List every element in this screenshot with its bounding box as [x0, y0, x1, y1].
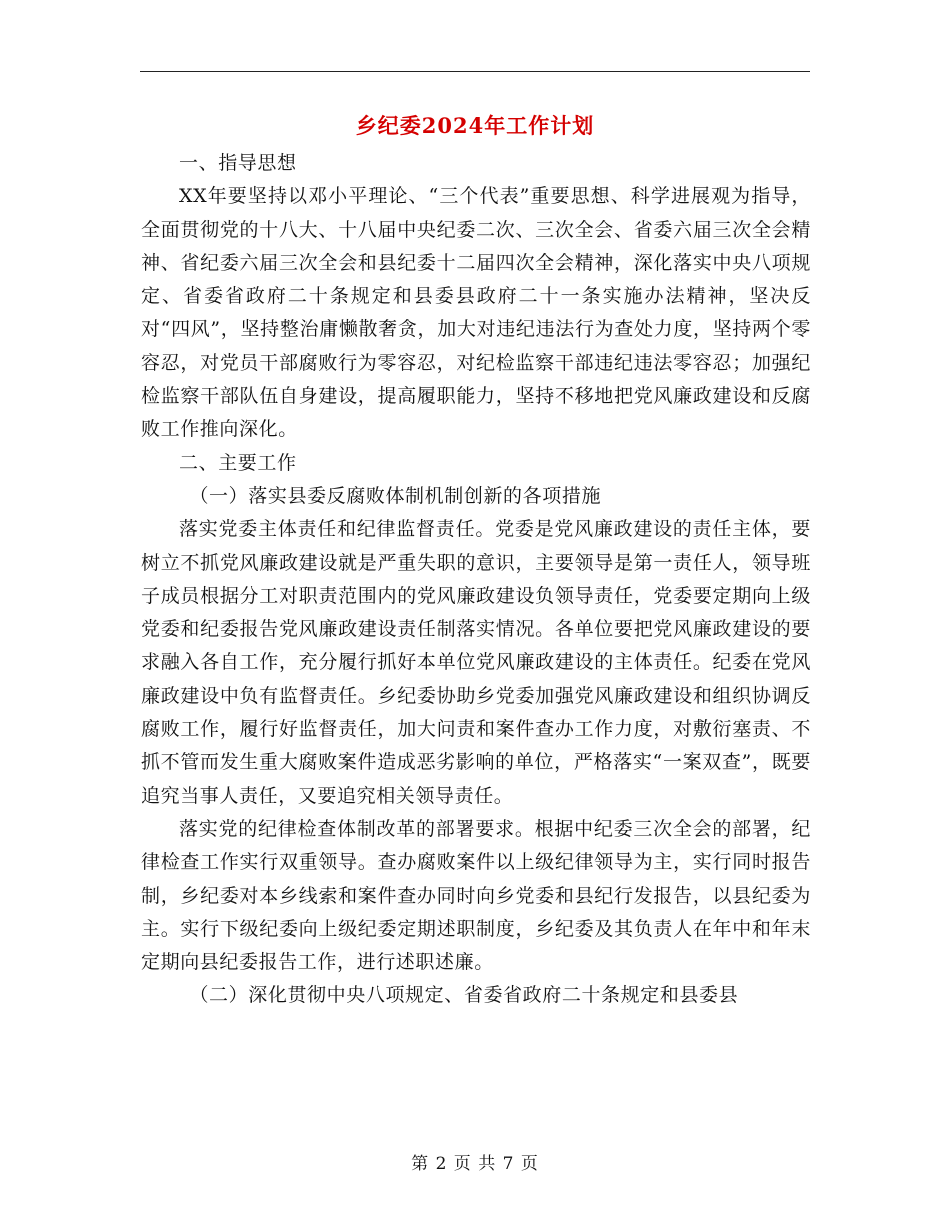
page-title: 乡纪委2024年工作计划: [355, 113, 595, 138]
subsection-heading: （一）落实县委反腐败体制机制创新的各项措施: [189, 484, 602, 507]
header-rule: [140, 71, 810, 72]
section-heading-guiding-thought: 一、指导思想: [179, 152, 297, 174]
body-paragraph: XX年要坚持以邓小平理论、“三个代表”重要思想、科学进展观为指导，全面贯彻党的十八大、十八届中央纪委二次、三次全会、省委六届三次全会精神、省纪委六届三次全会和县纪委十二届四次全会精神，深化落实中央八项规定、省委省政府二十条规定和县委县政府二十一条实施办法精神，坚决反对“四风”，坚持整治庸懒散奢贪，加大对违纪违法行为查处力度，坚持两个零容忍，对党员干部腐败行为零容忍，对纪检监察干部违纪违法零容忍；加强纪检监察干部队伍自身建设，提高履职能力，坚持不移地把党风廉政建设和反腐败工作推向深化。: [141, 185, 811, 441]
body-paragraph: 落实党委主体责任和纪律监督责任。党委是党风廉政建设的责任主体，要树立不抓党风廉政建设就是严重失职的意识，主要领导是第一责任人，领导班子成员根据分工对职责范围内的党风廉政建设负领导责任，党委要定期向上级党委和纪委报告党风廉政建设责任制落实情况。各单位要把党风廉政建设的要求融入各自工作，充分履行抓好本单位党风廉政建设的主体责任。纪委在党风廉政建设中负有监督责任。乡纪委协助乡党委加强党风廉政建设和组织协调反腐败工作，履行好监督责任，加大问责和案件查办工作力度，对敷衍塞责、不抓不管而发生重大腐败案件造成恶劣影响的单位，严格落实“一案双查”，既要追究当事人责任，又要追究相关领导责任。: [141, 518, 811, 807]
subsection-heading: （二）深化贯彻中央八项规定、省委省政府二十条规定和县委县: [189, 984, 739, 1007]
document-body: [141, 147, 811, 1013]
body-paragraph: 落实党的纪律检查体制改革的部署要求。根据中纪委三次全会的部署，纪律检查工作实行双重领导。查办腐败案件以上级纪律领导为主，实行同时报告制，乡纪委对本乡线索和案件查办同时向乡党委和县纪行发报告，以县纪委为主。实行下级纪委向上级纪委定期述职制度，乡纪委及其负责人在年中和年末定期向县纪委报告工作，进行述职述廉。: [141, 817, 811, 974]
section-heading-main-work: 二、主要工作: [179, 451, 297, 474]
page-number-footer: 第 2 页 共 7 页: [411, 1154, 539, 1174]
